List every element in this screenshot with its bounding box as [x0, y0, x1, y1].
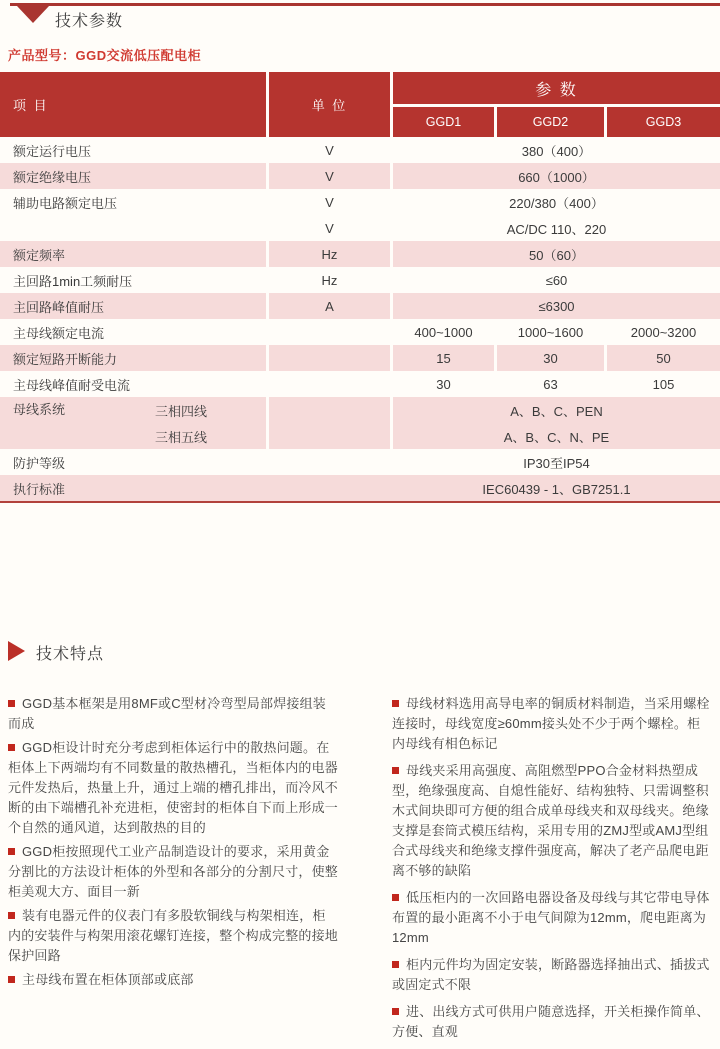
feature-item: [8, 842, 338, 902]
row-value-cell: 30: [497, 345, 604, 371]
row-item-cell: [0, 345, 266, 371]
table-row: [0, 319, 720, 345]
feature-item: [8, 970, 338, 990]
row-unit-cell: Hz: [269, 241, 390, 267]
row-unit-cell: [269, 397, 390, 449]
row-unit-cell: V: [325, 220, 334, 236]
row-unit-cell: Hz: [321, 272, 338, 288]
triangle-right-icon: [8, 641, 25, 661]
row-item-cell: [0, 189, 266, 215]
row-value-cell: ≤60: [545, 272, 568, 288]
row-item-cell: [0, 163, 266, 189]
row-value-cell: AC/DC 110、220: [506, 221, 607, 237]
features-column-left: [8, 694, 338, 1049]
bullet-icon: [392, 894, 399, 901]
row-value-cell: ≤6300: [393, 293, 720, 319]
feature-text: 低压柜内的一次回路电器设备及母线与其它带电导体布置的最小距离不小于电气间隙为12mm，爬电距离为12mm: [392, 890, 710, 945]
bullet-icon: [8, 912, 15, 919]
table-row: [0, 293, 720, 319]
row-unit-cell: V: [269, 163, 390, 189]
row-item-cell: [0, 293, 266, 319]
feature-item: [392, 694, 712, 754]
row-value-cell: 400~1000: [414, 324, 473, 340]
table-row: [0, 475, 720, 501]
table-row: [0, 397, 720, 449]
feature-text: 柜内元件均为固定安装，断路器选择抽出式、插拔式或固定式不限: [392, 957, 710, 992]
bullet-icon: [392, 1008, 399, 1015]
row-value-line: A、B、C、PEN: [510, 403, 603, 419]
row-item-cell: [0, 371, 266, 397]
table-bottom-rule: [0, 501, 720, 503]
row-value-cell: 50（60）: [393, 241, 720, 267]
feature-item: [392, 1002, 712, 1042]
column-header-param: 参 数: [393, 72, 720, 104]
feature-text: GGD柜按照现代工业产品制造设计的要求，采用黄金分割比的方法设计柜体的外型和各部分的分割尺寸，使整柜美观大方、面目一新: [8, 844, 339, 899]
table-row: [0, 163, 720, 189]
row-unit-cell: [269, 449, 390, 475]
row-item-label: 额定运行电压: [13, 143, 92, 159]
row-item-cell: [0, 397, 266, 449]
row-item-cell: [0, 137, 266, 163]
row-item-label: 辅助电路额定电压: [13, 195, 118, 211]
row-item-label: 额定绝缘电压: [13, 169, 92, 185]
feature-item: [8, 694, 338, 734]
row-unit-cell: [269, 475, 390, 501]
feature-item: [8, 906, 338, 966]
row-value-cell: 50: [607, 345, 720, 371]
row-value-cell: IP30至IP54: [523, 455, 590, 471]
row-unit-cell: V: [325, 142, 334, 158]
spec-table-body: [0, 137, 720, 501]
row-value-cell: [393, 397, 720, 449]
row-item-label: 主母线峰值耐受电流: [13, 377, 131, 393]
row-unit-cell: A: [269, 293, 390, 319]
row-item-sublabels: [155, 397, 207, 449]
table-row: [0, 371, 720, 397]
row-value-cell: 660（1000）: [393, 163, 720, 189]
column-header-unit: 单 位: [269, 72, 390, 137]
features-section: [8, 694, 712, 1049]
bullet-icon: [392, 961, 399, 968]
triangle-down-icon: [17, 6, 49, 23]
feature-text: 母线材料选用高导电率的铜质材料制造，当采用螺栓连接时，母线宽度≥60mm接头处不少于两个螺栓。柜内母线有相色标记: [392, 696, 710, 751]
bullet-icon: [392, 700, 399, 707]
table-row: [0, 241, 720, 267]
row-value-line: A、B、C、N、PE: [503, 429, 610, 445]
row-value-cell: 380（400）: [521, 143, 592, 159]
row-unit-cell: [269, 319, 390, 345]
feature-text: 进、出线方式可供用户随意选择，开关柜操作简单、方便、直观: [392, 1004, 710, 1039]
bullet-icon: [8, 848, 15, 855]
column-header-item: 项 目: [0, 72, 266, 137]
column-header-ggd1: GGD1: [393, 107, 494, 137]
table-row: [0, 189, 720, 215]
feature-text: GGD柜设计时充分考虑到柜体运行中的散热问题。在柜体上下两端均有不同数量的散热槽孔，当柜体内的电器元件发热后，热量上升，通过上端的槽孔排出，而冷风不断的由下端槽孔补充进柜，使密封的柜体自下而上形成一个自然的通风道，达到散热的目的: [8, 740, 339, 835]
feature-text: 主母线布置在柜体顶部或底部: [22, 972, 194, 987]
row-item-cell: [0, 215, 266, 241]
table-header-row: [0, 72, 720, 137]
feature-item: [392, 955, 712, 995]
row-item-cell: [0, 449, 266, 475]
section-accent-line: [10, 3, 720, 6]
feature-item: [392, 888, 712, 948]
row-value-cell: 63: [543, 376, 558, 392]
row-value-lines: [393, 397, 720, 449]
row-unit-cell: V: [325, 194, 334, 210]
table-row: [0, 137, 720, 163]
row-item-label: 额定频率: [13, 247, 66, 263]
row-item-label: 额定短路开断能力: [13, 351, 118, 367]
row-item-cell: [0, 267, 266, 293]
row-item-label: 防护等级: [13, 455, 66, 471]
bullet-icon: [8, 744, 15, 751]
row-value-cell: 15: [393, 345, 494, 371]
row-value-cell: IEC60439 - 1、GB7251.1: [482, 481, 631, 497]
features-column-right: [392, 694, 712, 1049]
column-header-ggd3: GGD3: [607, 107, 720, 137]
row-item-label: 主母线额定电流: [13, 325, 105, 341]
table-row: [0, 215, 720, 241]
row-value-cell: 1000~1600: [517, 324, 584, 340]
row-value-cell: 30: [436, 376, 451, 392]
row-value-cell: 105: [652, 376, 675, 392]
row-item-sublabel: 三相五线: [155, 429, 208, 445]
table-row: [0, 345, 720, 371]
table-row: [0, 449, 720, 475]
feature-item: [392, 761, 712, 881]
row-item-label: 执行标准: [13, 481, 66, 497]
spec-table: [0, 72, 720, 503]
row-item-label: 主回路峰值耐压: [13, 299, 105, 315]
row-value-cell: 2000~3200: [630, 324, 697, 340]
column-header-ggd2: GGD2: [497, 107, 604, 137]
feature-text: 装有电器元件的仪表门有多股软铜线与构架相连，柜内的安装件与构架用滚花螺钉连接，整个构成完整的接地保护回路: [8, 908, 339, 963]
section-title-parameters: 技术参数: [55, 13, 124, 30]
row-item-label: 母线系统: [13, 402, 66, 417]
column-header-param-group: [393, 72, 720, 137]
feature-text: 母线夹采用高强度、高阻燃型PPO合金材料热塑成型，绝缘强度高、自熄性能好、结构独特、只需调整积木式间块即可方便的组合成单母线夹和双母线夹。绝缘支撑是套筒式模压结构，采用专用的ZMJ型或AMJ型组合式母线夹和绝缘支撑件强度高，解决了老产品爬电距离不够的缺陷: [392, 763, 709, 878]
row-item-cell: [0, 319, 266, 345]
model-header-row: [393, 107, 720, 137]
row-item-cell: [0, 475, 266, 501]
row-item-label: 主回路1min工频耐压: [13, 273, 133, 289]
table-row: [0, 267, 720, 293]
row-unit-cell: [269, 345, 390, 371]
feature-text: GGD基本框架是用8MF或C型材冷弯型局部焊接组装而成: [8, 696, 327, 731]
bullet-icon: [8, 700, 15, 707]
feature-item: [8, 738, 338, 838]
row-unit-cell: [269, 371, 390, 397]
row-item-cell: [0, 241, 266, 267]
section-title-features: 技术特点: [36, 646, 105, 663]
bullet-icon: [392, 767, 399, 774]
row-item-sublabel: 三相四线: [155, 403, 208, 419]
row-value-cell: 220/380（400）: [509, 195, 604, 211]
product-model-label: 产品型号：GGD交流低压配电柜: [8, 48, 202, 63]
